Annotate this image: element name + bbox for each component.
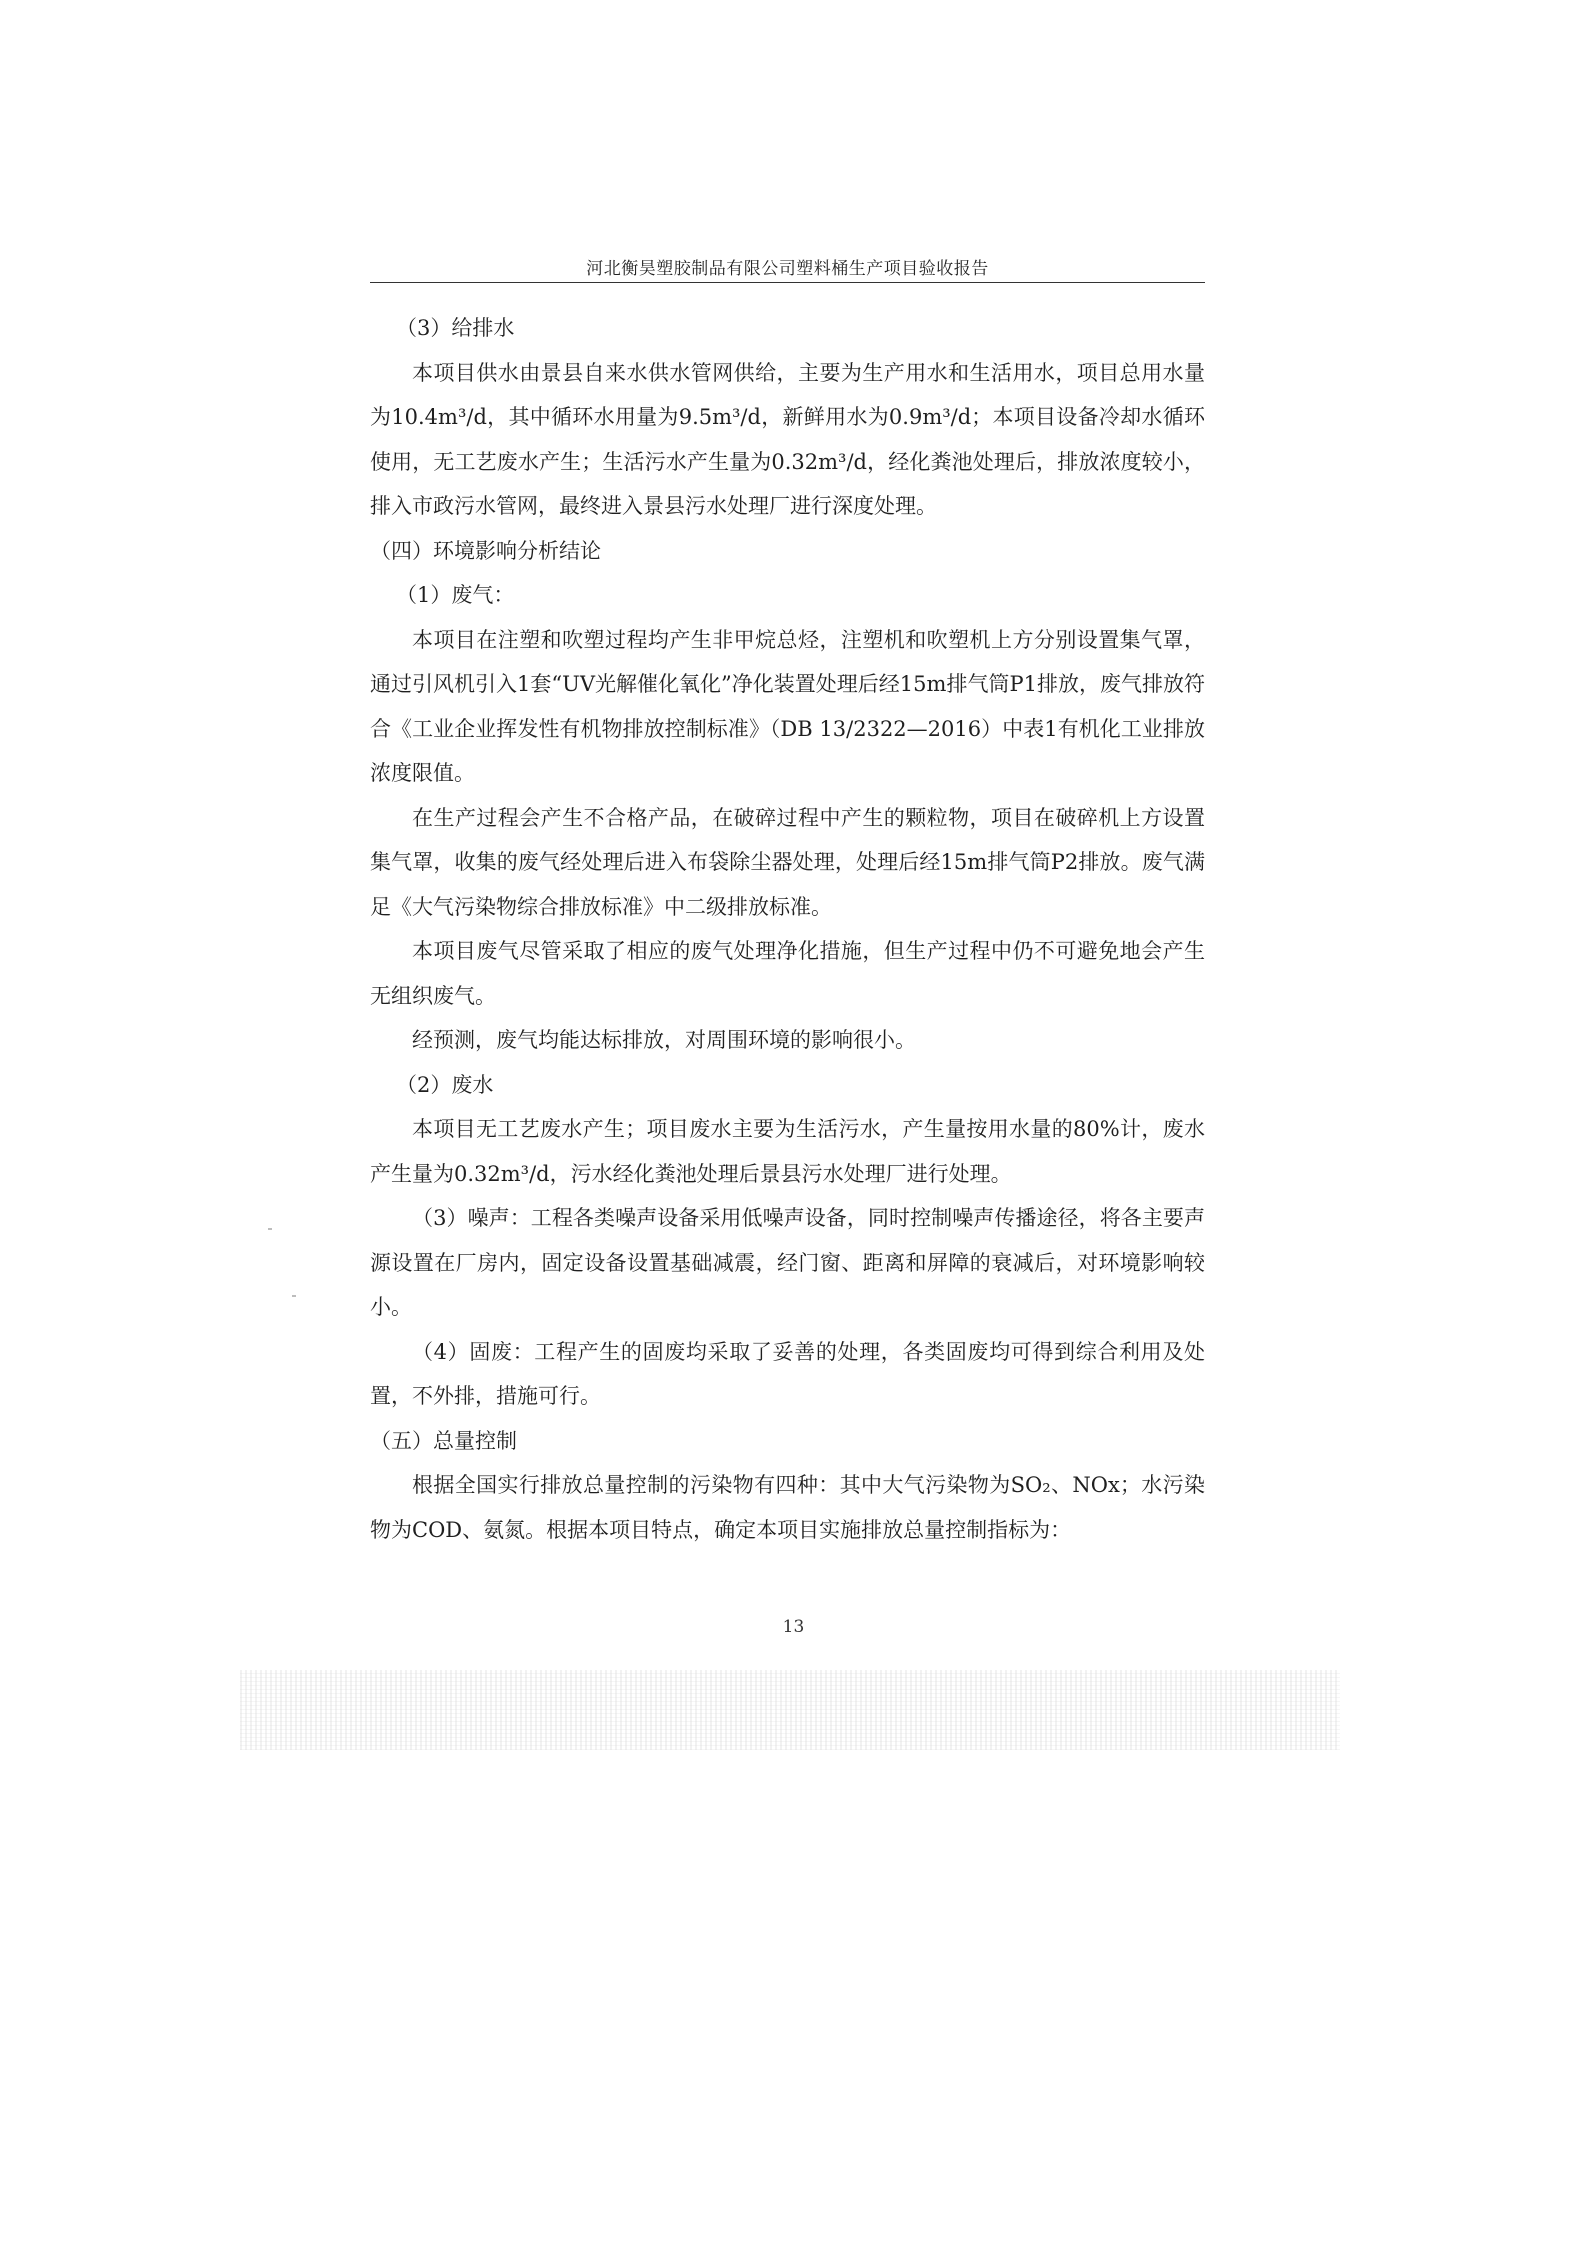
paragraph-waste-gas-3: 本项目废气尽管采取了相应的废气处理净化措施，但生产过程中仍不可避免地会产生无组织废气。 — [370, 939, 1205, 1008]
paragraph-total-control: 根据全国实行排放总量控制的污染物有四种：其中大气污染物为SO₂、NOx；水污染物为COD、氨氮。根据本项目特点，确定本项目实施排放总量控制指标为： — [370, 1473, 1205, 1542]
heading-waste-water: （2）废水 — [396, 1072, 494, 1097]
scan-speck — [292, 1295, 296, 1297]
body-text — [370, 306, 1205, 1552]
heading-env-impact: （四）环境影响分析结论 — [370, 538, 601, 563]
paragraph-noise: （3）噪声：工程各类噪声设备采用低噪声设备，同时控制噪声传播途径，将各主要声源设置在厂房内，固定设备设置基础减震，经门窗、距离和屏障的衰减后，对环境影响较小。 — [370, 1206, 1205, 1319]
heading-total-control: （五）总量控制 — [370, 1428, 517, 1453]
paragraph-water-supply: 本项目供水由景县自来水供水管网供给，主要为生产用水和生活用水，项目总用水量为10.4m³/d，其中循环水用量为9.5m³/d，新鲜用水为0.9m³/d；本项目设备冷却水循环使用，无工艺废水产生；生活污水产生量为0.32m³/d，经化粪池处理后，排放浓度较小，排入市政污水管网，最终进入景县污水处理厂进行深度处理。 — [370, 360, 1205, 518]
page-number: 13 — [782, 1617, 805, 1637]
running-header: 河北衡昊塑胶制品有限公司塑料桶生产项目验收报告 — [586, 259, 989, 279]
header-rule — [370, 282, 1205, 283]
paragraph-waste-water: 本项目无工艺废水产生；项目废水主要为生活污水，产生量按用水量的80%计，废水产生量为0.32m³/d，污水经化粪池处理后景县污水处理厂进行处理。 — [370, 1117, 1205, 1186]
paragraph-waste-gas-4: 经预测，废气均能达标排放，对周围环境的影响很小。 — [412, 1028, 916, 1052]
heading-waste-gas: （1）废气： — [396, 583, 515, 607]
paragraph-waste-gas-2: 在生产过程会产生不合格产品，在破碎过程中产生的颗粒物，项目在破碎机上方设置集气罩，收集的废气经处理后进入布袋除尘器处理，处理后经15m排气筒P2排放。废气满足《大气污染物综合排放标准》中二级排放标准。 — [370, 805, 1205, 919]
paragraph-solid-waste: （4）固废：工程产生的固废均采取了妥善的处理，各类固废均可得到综合利用及处置，不外排，措施可行。 — [370, 1339, 1205, 1408]
scan-noise-band — [240, 1670, 1340, 1750]
scan-speck — [268, 1228, 272, 1230]
heading-water-supply: （3）给排水 — [396, 316, 515, 340]
paragraph-waste-gas-1: 本项目在注塑和吹塑过程均产生非甲烷总烃，注塑机和吹塑机上方分别设置集气罩，通过引风机引入1套“UV光解催化氧化”净化装置处理后经15m排气筒P1排放，废气排放符合《工业企业挥发性有机物排放控制标准》（DB 13/2322—2016）中表1有机化工业排放浓度限值。 — [370, 627, 1205, 785]
